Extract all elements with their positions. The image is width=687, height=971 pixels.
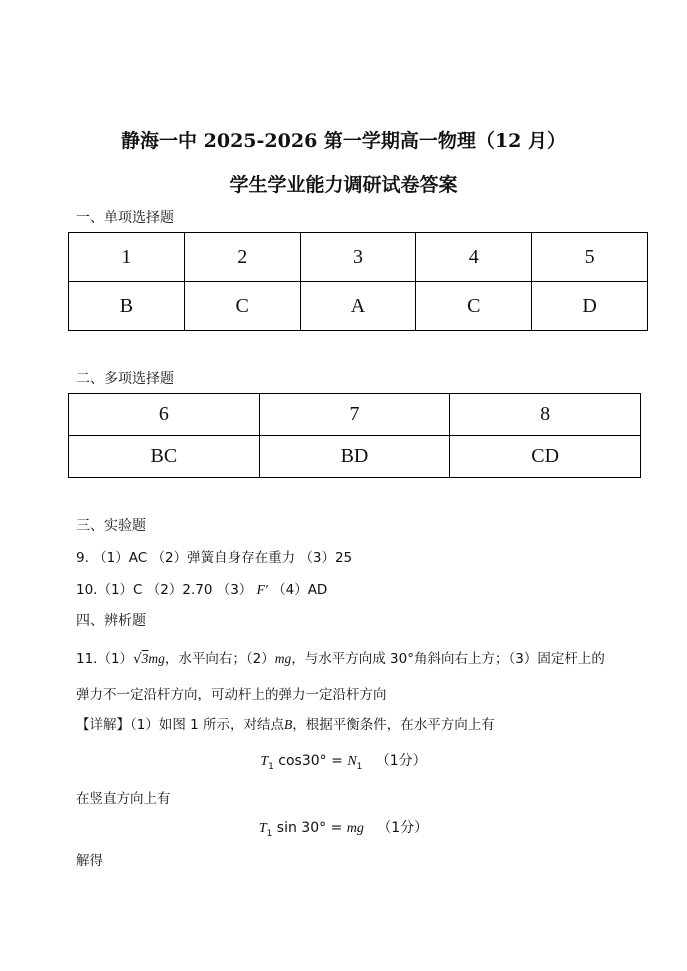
table-row	[69, 436, 641, 478]
detail-prefix: 【详解】（1）如图 1 所示，对结点	[76, 717, 285, 733]
page-title: 静海一中 2025-2026 第一学期高一物理（12 月）	[121, 130, 566, 152]
answer-q11-line2: 弹力不一定沿杆方向，可动杆上的弹力一定沿杆方向	[76, 687, 387, 703]
question-number: 3	[300, 233, 416, 282]
question-number: 6	[69, 394, 260, 436]
section3-heading: 三、实验题	[76, 518, 146, 534]
question-number: 4	[416, 233, 532, 282]
detail-suffix: ，根据平衡条件，在水平方向上有	[292, 717, 495, 733]
table-row	[69, 394, 641, 436]
answer-cell: BC	[69, 436, 260, 478]
score-label: （1分）	[375, 753, 427, 769]
section4-heading: 四、辨析题	[76, 613, 146, 629]
q11-prefix: 11.（1）	[76, 651, 134, 667]
answer-cell: CD	[450, 436, 641, 478]
section2-heading: 二、多项选择题	[76, 371, 174, 387]
section1-heading: 一、单项选择题	[76, 210, 174, 226]
table-row	[69, 233, 648, 282]
math-t: T	[260, 754, 269, 769]
math-sub: 1	[266, 828, 273, 839]
math-cos: cos30° =	[278, 753, 343, 769]
force-symbol: F′	[256, 582, 268, 597]
answer-q9: 9. （1）AC （2）弹簧自身存在重力 （3）25	[76, 550, 353, 566]
page-subtitle: 学生学业能力调研试卷答案	[229, 174, 458, 196]
point-b: B	[284, 717, 293, 732]
table-row	[69, 282, 648, 331]
answer-q10	[76, 578, 327, 598]
question-number: 1	[69, 233, 185, 282]
sqrt-symbol: √	[133, 651, 142, 667]
answer-cell: C	[184, 282, 300, 331]
answer-cell: B	[69, 282, 185, 331]
question-number: 7	[259, 394, 450, 436]
detail-line	[76, 713, 495, 733]
math-mg: mg	[346, 821, 364, 836]
math-sin: sin 30° =	[276, 820, 343, 836]
q10-part-b: （4）AD	[272, 582, 328, 598]
score-label: （1分）	[377, 820, 429, 836]
multiple-choice-table	[68, 393, 641, 478]
equation-1	[0, 750, 687, 772]
answer-q11	[76, 647, 605, 667]
question-number: 2	[184, 233, 300, 282]
math-t: T	[258, 821, 267, 836]
single-choice-table	[68, 232, 648, 331]
solve-text: 解得	[76, 853, 103, 869]
answer-cell: A	[300, 282, 416, 331]
math-mg: mg	[148, 651, 165, 666]
math-sub: 1	[268, 761, 274, 772]
sqrt-value: 3	[141, 651, 149, 666]
q11-part-b: ，水平向右；（2）	[164, 651, 275, 667]
answer-cell: C	[416, 282, 532, 331]
answer-cell: BD	[259, 436, 450, 478]
q11-part-c: ，与水平方向成 30°角斜向右上方；（3）固定杆上的	[291, 651, 605, 667]
math-mg: mg	[274, 651, 292, 666]
question-number: 8	[450, 394, 641, 436]
q10-part-a: 10.（1）C （2）2.70 （3）	[76, 582, 253, 598]
vertical-direction-text: 在竖直方向上有	[76, 791, 171, 807]
answer-cell: D	[532, 282, 648, 331]
question-number: 5	[532, 233, 648, 282]
math-n: N	[347, 754, 357, 769]
math-sub: 1	[356, 761, 363, 772]
equation-2	[0, 817, 687, 839]
